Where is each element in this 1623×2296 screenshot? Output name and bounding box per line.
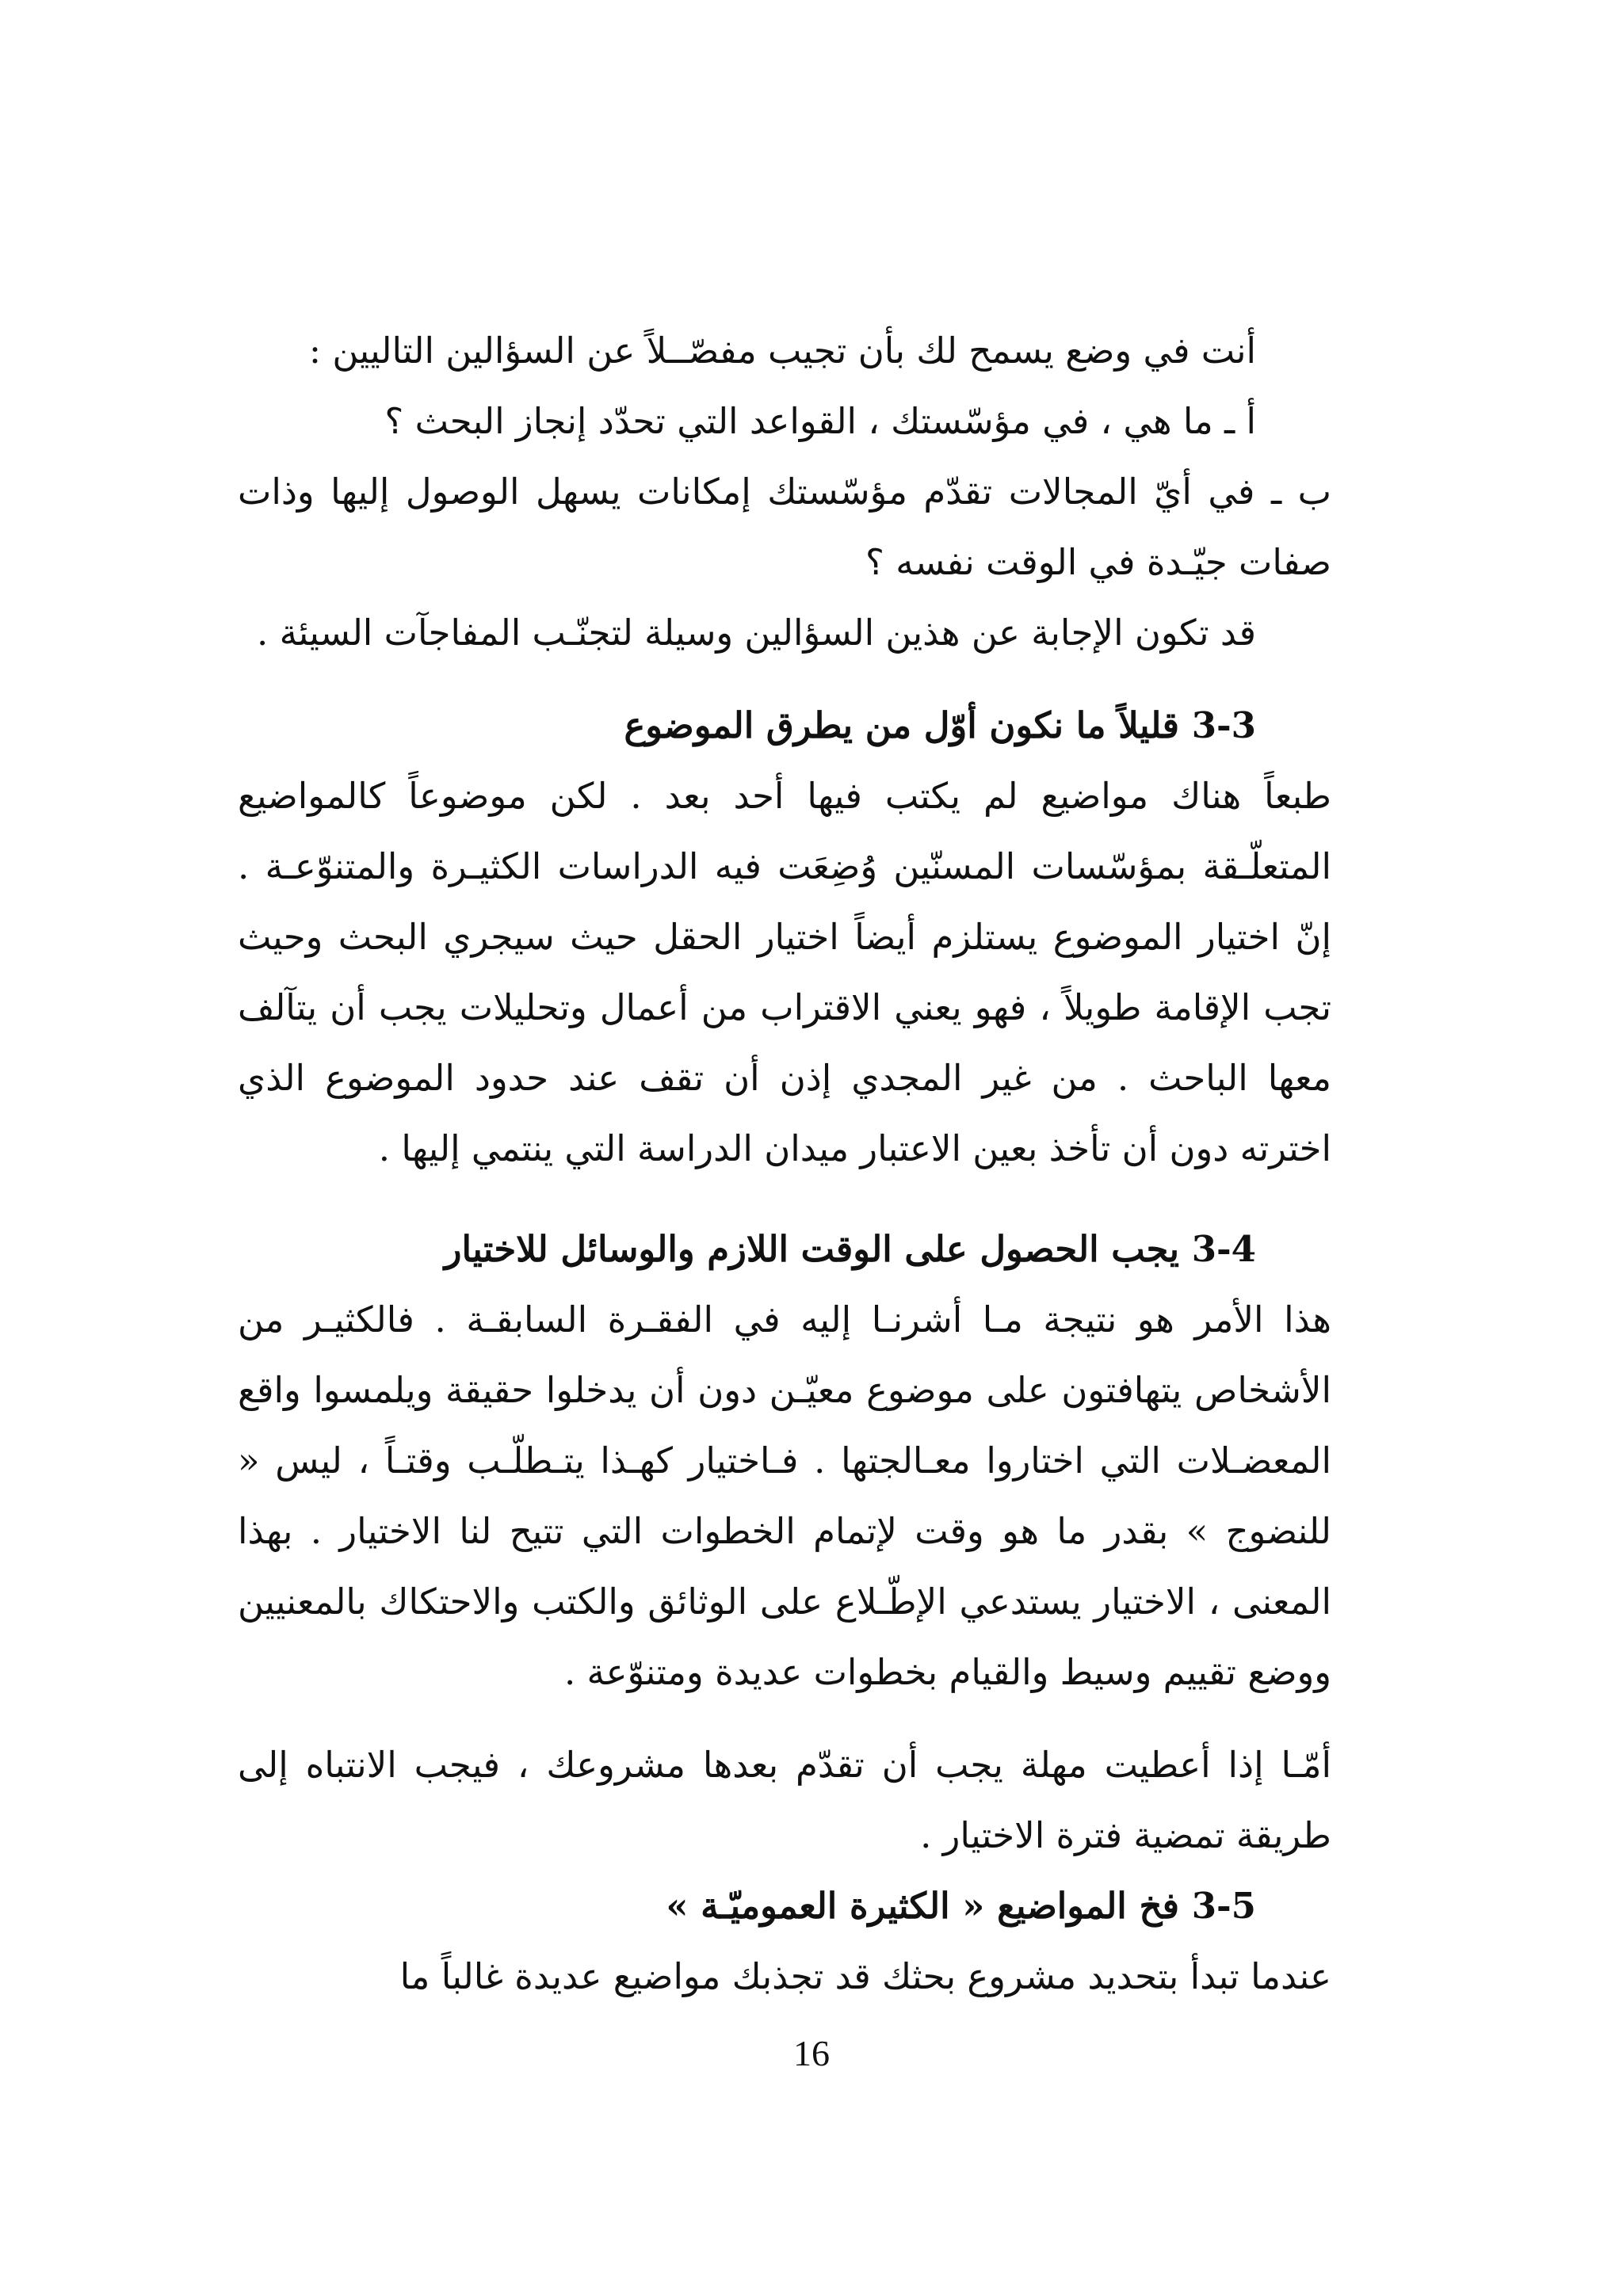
section-heading-3-3: 3-3 قليلاً ما نكون أوّل من يطرق الموضوع [624, 704, 1256, 746]
body-text [238, 315, 1331, 2012]
paragraph-intro: أنت في وضع يسمح لك بأن تجيب مفصّــلاً عن السؤالين التاليين : [308, 330, 1256, 372]
paragraph-section-3-3: طبعاً هناك مواضيع لم يكتب فيها أحد بعد . لكن موضوعاً كالمواضيع المتعلّـقة بمؤسّسات المسنّين وُضِعَت فيه الدراسات الكثيـرة والمتنوّعـة . إنّ اختيار الموضوع يستلزم أيضاً اختيار الحقل حيث سيجري البحث وحيث تجب الإقامة طويلاً ، فهو يعني الاقتراب من أعمال وتحليلات يجب أن يتآلف معها الباحث . من غير المجدي إذن أن تقف عند حدود الموضوع الذي اخترته دون أن تأخذ بعين الاعتبار ميدان الدراسة التي ينتمي إليها . [238, 775, 1331, 1169]
paragraph-deadline: أمّـا إذا أعطيت مهلة يجب أن تقدّم بعدها مشروعك ، فيجب الانتباه إلى طريقة تمضية فترة الاختيار . [238, 1744, 1331, 1856]
question-b: ب ـ في أيّ المجالات تقدّم مؤسّستك إمكانات يسهل الوصول إليها وذات صفات جيّـدة في الوقت نفسه ؟ [238, 471, 1331, 583]
paragraph-section-3-4: هذا الأمر هو نتيجة مـا أشرنـا إليه في الفقـرة السابقـة . فالكثيـر من الأشخاص يتهافتون على موضوع معيّـن دون أن يدخلوا حقيقة ويلمسوا واقع المعضـلات التي اختاروا معـالجتها . فـاختيار كهـذا يتـطلّـب وقتـاً ، ليس « للنضوج » بقدر ما هو وقت لإتمام الخطوات التي تتيح لنا الاختيار . بهذا المعنى ، الاختيار يستدعي الإطّـلاع على الوثائق والكتب والاحتكاك بالمعنيين ووضع تقييم وسيط والقيام بخطوات عديدة ومتنوّعة . [238, 1299, 1331, 1693]
page-number: 16 [793, 2033, 830, 2073]
question-a: أ ـ ما هي ، في مؤسّستك ، القواعد التي تحدّد إنجاز البحث ؟ [384, 400, 1256, 442]
paragraph-section-3-5: عندما تبدأ بتحديد مشروع بحثك قد تجذبك مواضيع عديدة غالباً ما [399, 1955, 1331, 1997]
paragraph-conclusion: قد تكون الإجابة عن هذين السؤالين وسيلة لتجنّـب المفاجآت السيئة . [257, 612, 1256, 654]
section-heading-3-5: 3-5 فخ المواضيع « الكثيرة العموميّـة » [666, 1885, 1256, 1927]
section-heading-3-4: 3-4 يجب الحصول على الوقت اللازم والوسائل للاختيار [444, 1228, 1256, 1270]
